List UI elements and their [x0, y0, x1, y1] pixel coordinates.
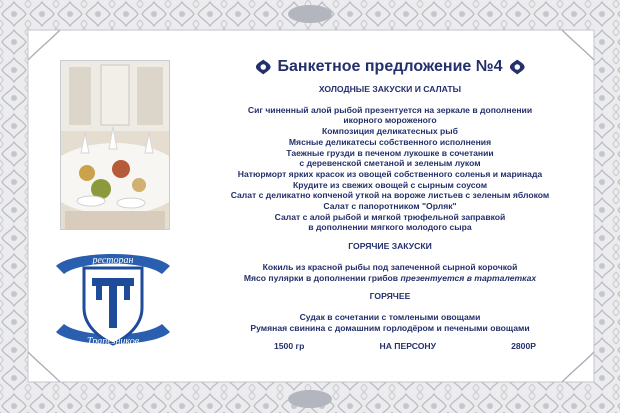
- left-ornament-icon: [255, 58, 272, 76]
- menu-line: Натюрморт ярких красок из овощей собственного соленья и маринада: [237, 168, 543, 179]
- menu-line: икорного мороженого: [343, 115, 437, 126]
- menu-line: Крудите из свежих овощей с сырным соусом: [292, 179, 488, 190]
- menu-line: Сиг чиненный алой рыбой презентуется на зеркале в дополнении: [247, 104, 533, 115]
- menu-line: Кокиль из красной рыбы под запеченной сырной корочкой: [262, 261, 518, 272]
- menu-line: Салат с папоротником "Орляк": [323, 201, 457, 212]
- menu-line: Судак в сочетании с томлеными овощами: [299, 311, 481, 322]
- restaurant-interior-photo: [60, 60, 170, 230]
- price-footer: [210, 341, 570, 352]
- menu-line: Таежные грузди в печеном лукошке в сочетании: [286, 147, 494, 158]
- page-title: Банкетное предложение №4: [277, 58, 503, 75]
- menu-line: Мясные деликатесы собственного исполнения: [288, 136, 492, 147]
- restaurant-logo: [52, 246, 174, 356]
- title-row: [255, 56, 525, 78]
- section-heading: ГОРЯЧЕЕ: [369, 291, 411, 302]
- logo-bottom-text: Трапезников: [86, 336, 140, 347]
- price-text: 2800Р: [511, 341, 536, 352]
- section-heading: ГОРЯЧИЕ ЗАКУСКИ: [348, 241, 432, 252]
- menu-line: Салат с деликатно копченой уткой на вороже листьев с зеленым яблоком: [230, 190, 550, 201]
- menu-line-plain: Мясо пулярки в дополнении грибов: [243, 272, 401, 283]
- menu-line-mixed: [210, 273, 570, 284]
- menu-line: с деревенской сметаной и зеленым луком: [299, 158, 481, 169]
- menu-line: Композиция деликатесных рыб: [322, 126, 458, 137]
- logo-top-text: ресторан: [92, 255, 134, 266]
- right-ornament-icon: [509, 58, 526, 76]
- menu-line: в дополнении мягкого молодого сыра: [308, 222, 472, 233]
- menu-line-italic: презентуется в тарталетках: [400, 272, 537, 283]
- menu-body: [210, 84, 570, 352]
- per-person-text: НА ПЕРСОНУ: [379, 341, 436, 352]
- menu-line: Салат с алой рыбой и мягкой трюфельной заправкой: [274, 211, 506, 222]
- weight-text: 1500 гр: [274, 341, 305, 352]
- section-heading: ХОЛОДНЫЕ ЗАКУСКИ И САЛАТЫ: [318, 84, 462, 94]
- menu-line: Румяная свинина с домашним горлодёром и печеными овощами: [250, 322, 530, 333]
